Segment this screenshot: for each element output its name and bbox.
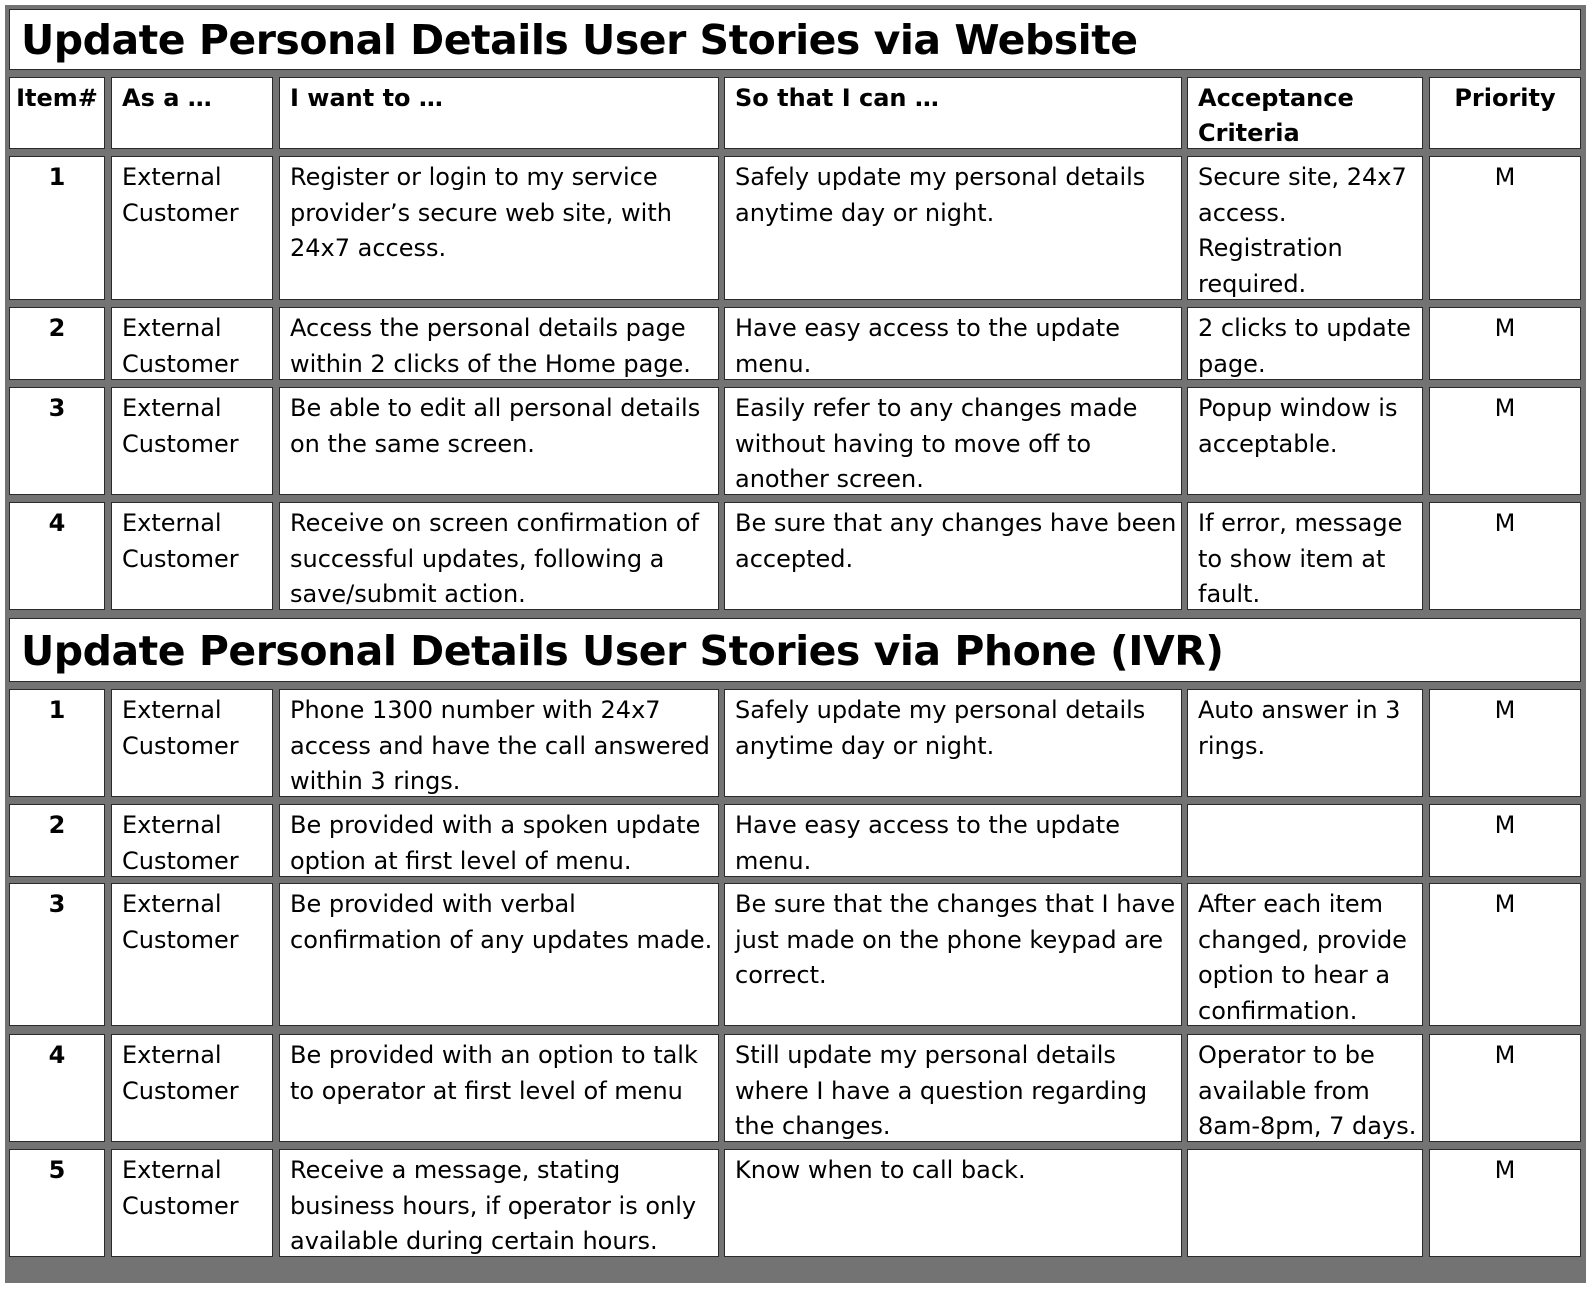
phone-row-5-item: 5 bbox=[9, 1149, 105, 1257]
phone-row-4-so-that: Still update my personal details where I have a question regarding the changes. bbox=[724, 1034, 1182, 1142]
phone-row-2-want: Be provided with a spoken update option at first level of menu. bbox=[279, 804, 719, 877]
website-row-4-role: External Customer bbox=[111, 502, 273, 610]
phone-row-1-item: 1 bbox=[9, 689, 105, 797]
phone-row-5-want: Receive a message, stating business hours, if operator is only available during certain hours. bbox=[279, 1149, 719, 1257]
phone-row-2-priority: M bbox=[1429, 804, 1581, 877]
header-item: Item# bbox=[9, 77, 105, 149]
phone-row-3-so-that: Be sure that the changes that I have just made on the phone keypad are correct. bbox=[724, 883, 1182, 1026]
header-as-a: As a … bbox=[111, 77, 273, 149]
website-row-4-priority: M bbox=[1429, 502, 1581, 610]
website-row-1-so-that: Safely update my personal details anytime day or night. bbox=[724, 156, 1182, 300]
phone-row-5-priority: M bbox=[1429, 1149, 1581, 1257]
phone-row-3-criteria: After each item changed, provide option to hear a confirmation. bbox=[1187, 883, 1423, 1026]
website-row-2-so-that: Have easy access to the update menu. bbox=[724, 307, 1182, 380]
phone-row-4-item: 4 bbox=[9, 1034, 105, 1142]
website-row-3-criteria: Popup window is acceptable. bbox=[1187, 387, 1423, 495]
header-i-want-to: I want to … bbox=[279, 77, 719, 149]
website-row-4-criteria: If error, message to show item at fault. bbox=[1187, 502, 1423, 610]
phone-row-1-role: External Customer bbox=[111, 689, 273, 797]
website-row-3-item: 3 bbox=[9, 387, 105, 495]
phone-section-title: Update Personal Details User Stories via Phone (IVR) bbox=[9, 618, 1581, 682]
phone-row-5-criteria bbox=[1187, 1149, 1423, 1257]
website-row-1-role: External Customer bbox=[111, 156, 273, 300]
header-priority: Priority bbox=[1429, 77, 1581, 149]
phone-row-5-role: External Customer bbox=[111, 1149, 273, 1257]
phone-row-1-criteria: Auto answer in 3 rings. bbox=[1187, 689, 1423, 797]
website-row-2-role: External Customer bbox=[111, 307, 273, 380]
phone-row-3-want: Be provided with verbal confirmation of any updates made. bbox=[279, 883, 719, 1026]
website-row-2-priority: M bbox=[1429, 307, 1581, 380]
phone-row-2-role: External Customer bbox=[111, 804, 273, 877]
phone-row-3-item: 3 bbox=[9, 883, 105, 1026]
website-row-1-priority: M bbox=[1429, 156, 1581, 300]
phone-row-2-criteria bbox=[1187, 804, 1423, 877]
phone-row-4-priority: M bbox=[1429, 1034, 1581, 1142]
website-row-4-want: Receive on screen confirmation of successful updates, following a save/submit action. bbox=[279, 502, 719, 610]
phone-row-4-role: External Customer bbox=[111, 1034, 273, 1142]
phone-row-1-want: Phone 1300 number with 24x7 access and have the call answered within 3 rings. bbox=[279, 689, 719, 797]
website-row-1-want: Register or login to my service provider’s secure web site, with 24x7 access. bbox=[279, 156, 719, 300]
phone-row-5-so-that: Know when to call back. bbox=[724, 1149, 1182, 1257]
header-acceptance-criteria: Acceptance Criteria bbox=[1187, 77, 1423, 149]
website-row-1-criteria: Secure site, 24x7 access. Registration required. bbox=[1187, 156, 1423, 300]
phone-row-3-priority: M bbox=[1429, 883, 1581, 1026]
website-section-title: Update Personal Details User Stories via Website bbox=[9, 9, 1581, 70]
user-stories-document bbox=[5, 5, 1586, 1283]
phone-row-4-want: Be provided with an option to talk to operator at first level of menu bbox=[279, 1034, 719, 1142]
website-row-2-criteria: 2 clicks to update page. bbox=[1187, 307, 1423, 380]
phone-row-3-role: External Customer bbox=[111, 883, 273, 1026]
website-row-3-priority: M bbox=[1429, 387, 1581, 495]
header-so-that: So that I can … bbox=[724, 77, 1182, 149]
phone-row-4-criteria: Operator to be available from 8am-8pm, 7 days. bbox=[1187, 1034, 1423, 1142]
phone-row-1-priority: M bbox=[1429, 689, 1581, 797]
website-row-3-want: Be able to edit all personal details on the same screen. bbox=[279, 387, 719, 495]
website-row-3-role: External Customer bbox=[111, 387, 273, 495]
website-row-1-item: 1 bbox=[9, 156, 105, 300]
phone-row-2-item: 2 bbox=[9, 804, 105, 877]
website-row-4-so-that: Be sure that any changes have been accepted. bbox=[724, 502, 1182, 610]
website-row-4-item: 4 bbox=[9, 502, 105, 610]
phone-row-1-so-that: Safely update my personal details anytime day or night. bbox=[724, 689, 1182, 797]
website-row-2-want: Access the personal details page within 2 clicks of the Home page. bbox=[279, 307, 719, 380]
phone-row-2-so-that: Have easy access to the update menu. bbox=[724, 804, 1182, 877]
website-row-2-item: 2 bbox=[9, 307, 105, 380]
website-row-3-so-that: Easily refer to any changes made without having to move off to another screen. bbox=[724, 387, 1182, 495]
